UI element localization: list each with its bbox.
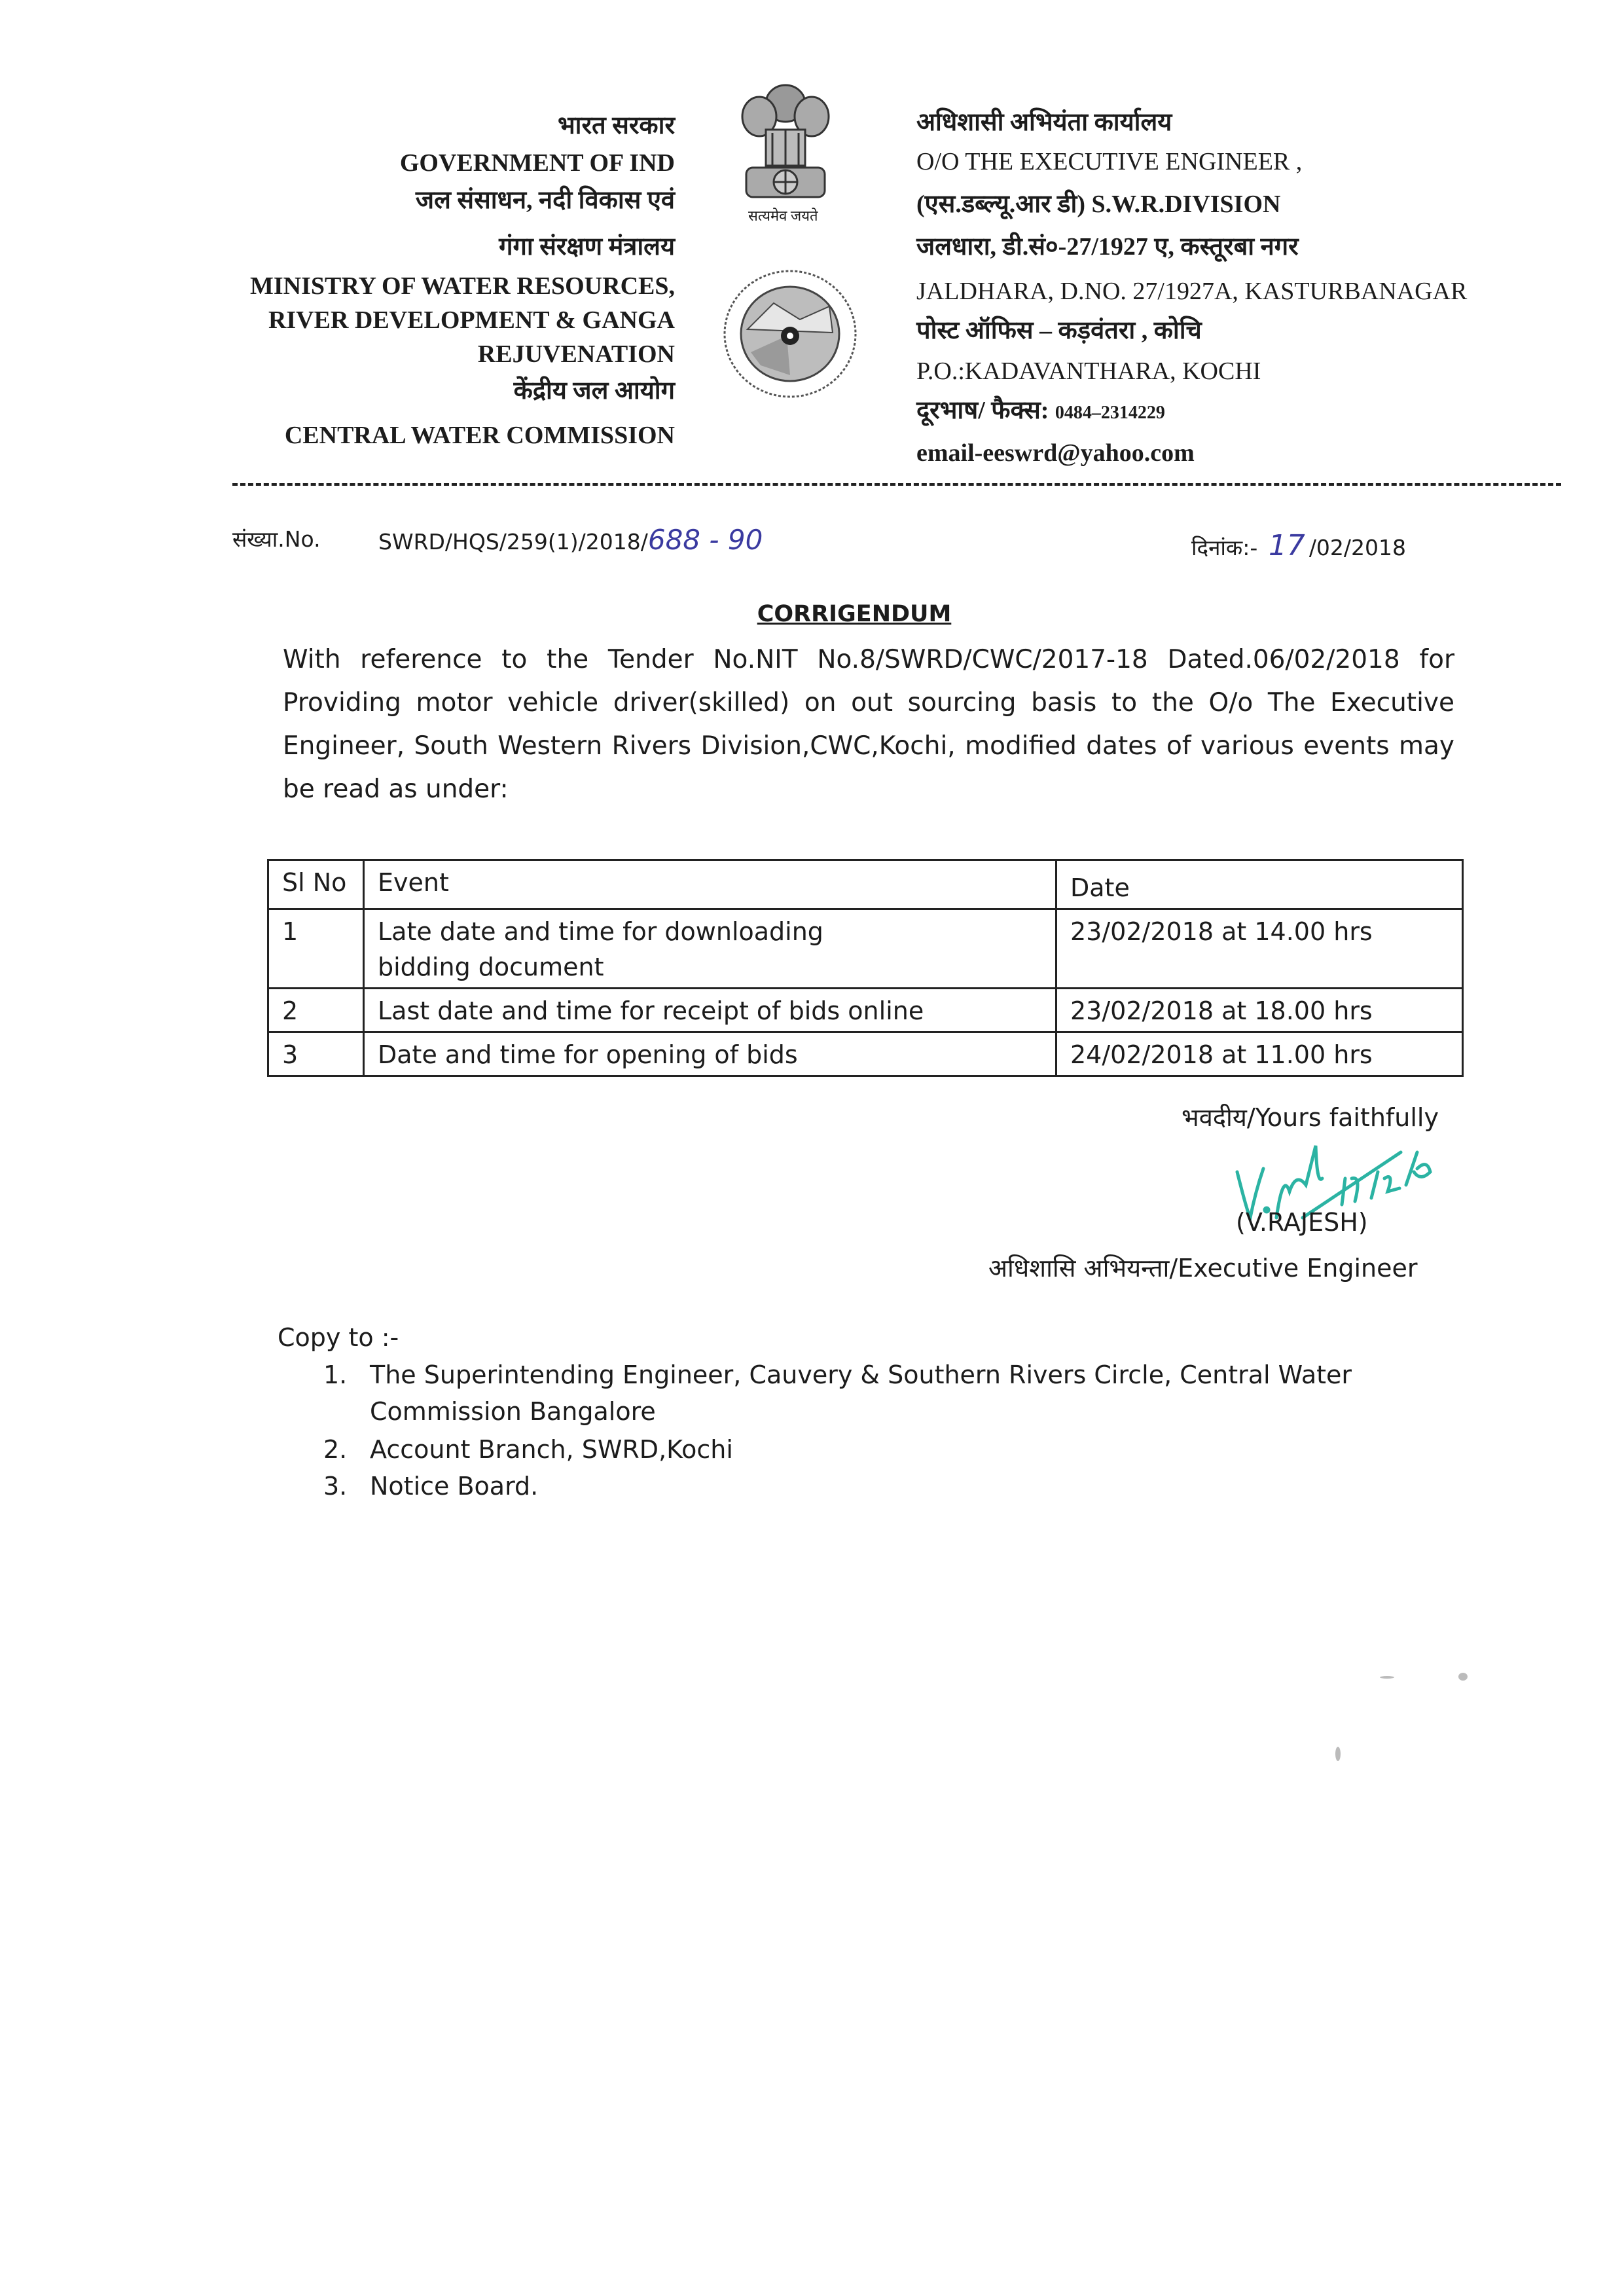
row-event: Late date and time for downloading bidding document [364,909,1056,989]
table-header-row [268,860,1463,909]
header-left-line-8: केंद्रीय जल आयोग [513,377,675,405]
row-sl: 2 [268,989,364,1032]
header-sl-no: Sl No [268,860,364,909]
header-right-line-1: अधिशासी अभियंता कार्यालय [916,109,1172,136]
copy-to-item-1-line-1: The Superintending Engineer, Cauvery & Southern Rivers Circle, Central Water [370,1360,1352,1389]
row-event: Last date and time for receipt of bids online [364,989,1056,1032]
copy-to-label: Copy to :- [278,1323,399,1352]
reference-number-handwritten: 688 - 90 [647,524,763,556]
row-sl: 1 [268,909,364,989]
events-table [267,859,1464,1077]
header-left-line-3: जल संसाधन, नदी विकास एवं [415,187,675,214]
document-title: CORRIGENDUM [757,601,952,627]
header-left-line-5: MINISTRY OF WATER RESOURCES, [249,272,675,300]
date-day-handwritten: 17 [1268,529,1305,562]
body-paragraph: With reference to the Tender No.NIT No.8/SWRD/CWC/2017-18 Dated.06/02/2018 for Providing motor vehicle driver(skilled) on out sourcing basis to the O/o The Executive Engineer, South Western Rivers Division,CWC,Kochi, modified dates of various events may be read as under: [283,645,1454,804]
table-row [268,1032,1463,1076]
header-right-line-7: P.O.:KADAVANTHARA, KOCHI [916,357,1261,385]
header-right-division-english: S.W.R.DIVISION [1091,191,1281,218]
header-event: Event [364,860,1056,909]
date-line [1191,529,1406,562]
signatory-name: (V.RAJESH) [1236,1208,1368,1237]
copy-to-item-1-line-2: Commission Bangalore [370,1397,656,1426]
scan-speck [1335,1747,1341,1761]
lion-capital-icon [736,77,835,205]
closing-salutation: भवदीय/Yours faithfully [1182,1103,1439,1132]
copy-to-item-1-number: 1. [323,1360,348,1389]
copy-to-item-2-number: 2. [323,1435,348,1464]
scan-speck [1380,1676,1394,1679]
header-left-line-1: भारत सरकार [557,112,675,139]
reference-label: संख्या.No. [232,526,321,552]
copy-to-item-3: Notice Board. [370,1472,539,1501]
table-row [268,909,1463,989]
table-row [268,989,1463,1032]
header-left-line-9: CENTRAL WATER COMMISSION [284,422,675,449]
phone-fax-label: दूरभाष/ फैक्स: [916,397,1049,424]
emblem-motto: सत्यमेव जयते [748,208,818,224]
header-right-line-5: JALDHARA, D.NO. 27/1927A, KASTURBANAGAR [916,278,1468,305]
header-right-line-4: जलधारा, डी.सं०-27/1927 ए, कस्तूरबा नगर [916,233,1299,261]
header-divider [232,483,1561,486]
header-right-division-hindi: (एस.डब्ल्यू.आर डी) [916,191,1085,218]
reference-number [378,524,763,556]
header-left-line-2: GOVERNMENT OF IND [399,149,675,177]
copy-to-item-2: Account Branch, SWRD,Kochi [370,1435,733,1464]
national-emblem [736,77,835,225]
cwc-logo-icon [721,267,859,401]
header-right-email[interactable]: email-eeswrd@yahoo.com [916,439,1195,467]
header-right-line-3 [916,187,1280,222]
scan-speck [1458,1673,1468,1681]
header-left-line-4: गंगा संरक्षण मंत्रालय [499,233,675,261]
header-right-line-6: पोस्ट ऑफिस – कड़वंतरा , कोचि [916,317,1202,344]
reference-number-printed: SWRD/HQS/259(1)/2018/ [378,529,648,555]
cwc-seal [721,267,859,401]
phone-fax-value: 0484–2314229 [1055,403,1165,423]
row-date: 23/02/2018 at 14.00 hrs [1056,909,1463,989]
header-right-line-8 [916,393,1165,431]
header-left-line-6: RIVER DEVELOPMENT & GANGA [268,306,675,334]
header-date: Date [1056,860,1463,909]
date-label: दिनांक:- [1191,535,1258,560]
copy-to-item-3-number: 3. [323,1472,348,1501]
row-date: 24/02/2018 at 11.00 hrs [1056,1032,1463,1076]
signatory-designation: अधिशासि अभियन्ता/Executive Engineer [988,1254,1418,1283]
header-left-line-7: REJUVENATION [477,340,675,368]
header-right-line-2: O/O THE EXECUTIVE ENGINEER , [916,148,1303,175]
row-sl: 3 [268,1032,364,1076]
row-date: 23/02/2018 at 18.00 hrs [1056,989,1463,1032]
row-event: Date and time for opening of bids [364,1032,1056,1076]
date-printed: /02/2018 [1308,535,1407,560]
